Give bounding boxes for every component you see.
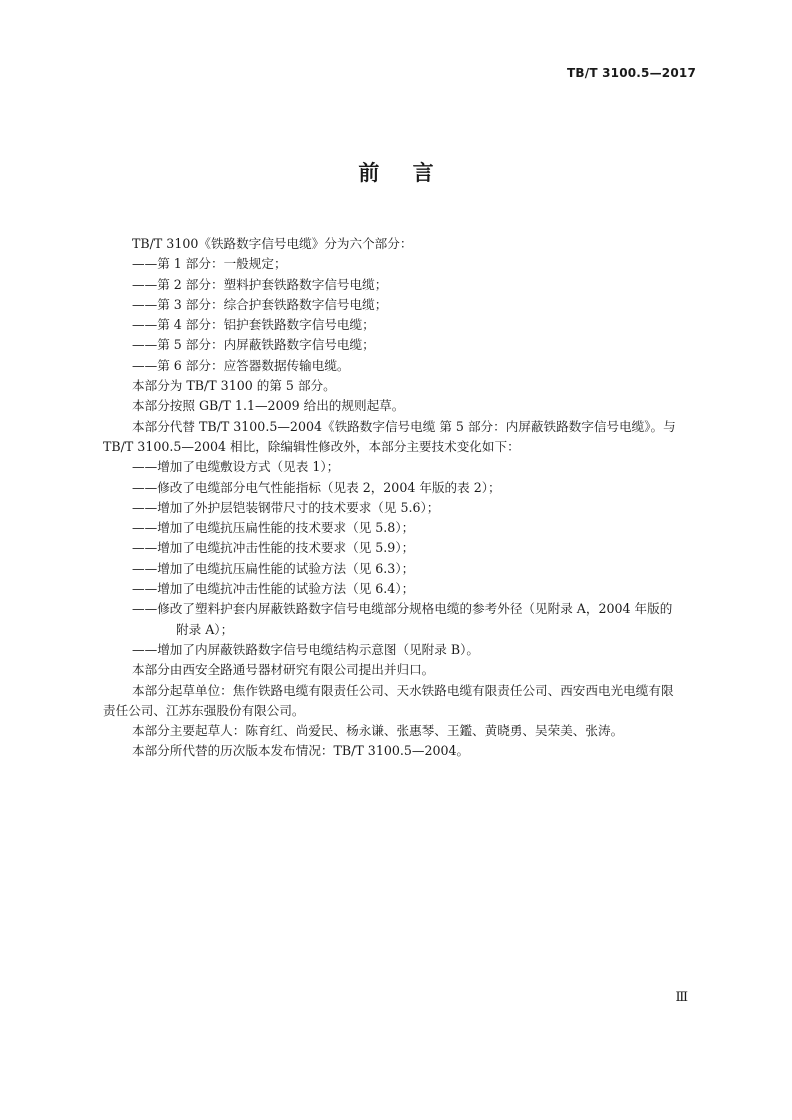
change-item-1: ——增加了电缆敷设方式（见表 1）；: [132, 459, 340, 475]
change-item-8-line2: 附录 A）；: [176, 621, 234, 637]
change-item-5: ——增加了电缆抗冲击性能的技术要求（见 5.9）；: [132, 540, 415, 556]
preface-body: [103, 234, 703, 762]
paragraph-drafting-units-line1: 本部分起草单位：焦作铁路电缆有限责任公司、天水铁路电缆有限责任公司、西安西电光电缆有限: [132, 682, 674, 698]
page-title: 前 言: [358, 161, 434, 185]
list-item-part-2: ——第 2 部分：塑料护套铁路数字信号电缆；: [132, 276, 388, 292]
paragraph-drafters: 本部分主要起草人：陈育红、尚爱民、杨永谦、张惠琴、王鑑、黄晓勇、吴荣美、张涛。: [132, 723, 624, 739]
paragraph-drafting-rules: 本部分按照 GB/T 1.1—2009 给出的规则起草。: [132, 398, 405, 414]
paragraph-part-statement: 本部分为 TB/T 3100 的第 5 部分。: [132, 378, 336, 394]
change-item-8-line1: ——修改了塑料护套内屏蔽铁路数字信号电缆部分规格电缆的参考外径（见附录 A，2004 年版的: [132, 601, 673, 617]
paragraph-intro: TB/T 3100《铁路数字信号电缆》分为六个部分：: [132, 236, 413, 251]
list-item-part-3: ——第 3 部分：综合护套铁路数字信号电缆；: [132, 296, 388, 312]
list-item-part-5: ——第 5 部分：内屏蔽铁路数字信号电缆；: [132, 337, 375, 353]
list-item-part-1: ——第 1 部分：一般规定；: [132, 256, 287, 272]
paragraph-replaces-line1: 本部分代替 TB/T 3100.5—2004《铁路数字信号电缆 第 5 部分：内屏蔽铁路数字信号电缆》。与: [132, 418, 676, 434]
change-item-7: ——增加了电缆抗冲击性能的试验方法（见 6.4）；: [132, 581, 415, 597]
paragraph-drafting-units-line2: 责任公司、江苏东强股份有限公司。: [103, 702, 305, 718]
list-item-part-4: ——第 4 部分：铝护套铁路数字信号电缆；: [132, 317, 375, 333]
change-item-3: ——增加了外护层铠装钢带尺寸的技术要求（见 5.6）；: [132, 499, 440, 515]
document-number: TB/T 3100.5—2017: [567, 66, 696, 80]
change-item-2: ——修改了电缆部分电气性能指标（见表 2，2004 年版的表 2）；: [132, 479, 501, 495]
list-item-part-6: ——第 6 部分：应答器数据传输电缆。: [132, 357, 350, 373]
paragraph-proposer: 本部分由西安全路通号器材研究有限公司提出并归口。: [132, 662, 435, 678]
change-item-9: ——增加了内屏蔽铁路数字信号电缆结构示意图（见附录 B）。: [132, 641, 479, 657]
change-item-6: ——增加了电缆抗压扁性能的试验方法（见 6.3）；: [132, 560, 415, 576]
paragraph-replaces-line2: TB/T 3100.5—2004 相比，除编辑性修改外，本部分主要技术变化如下：: [103, 438, 520, 454]
change-item-4: ——增加了电缆抗压扁性能的技术要求（见 5.8）；: [132, 520, 415, 536]
page-number: Ⅲ: [675, 990, 688, 1005]
paragraph-history: 本部分所代替的历次版本发布情况：TB/T 3100.5—2004。: [132, 743, 470, 759]
